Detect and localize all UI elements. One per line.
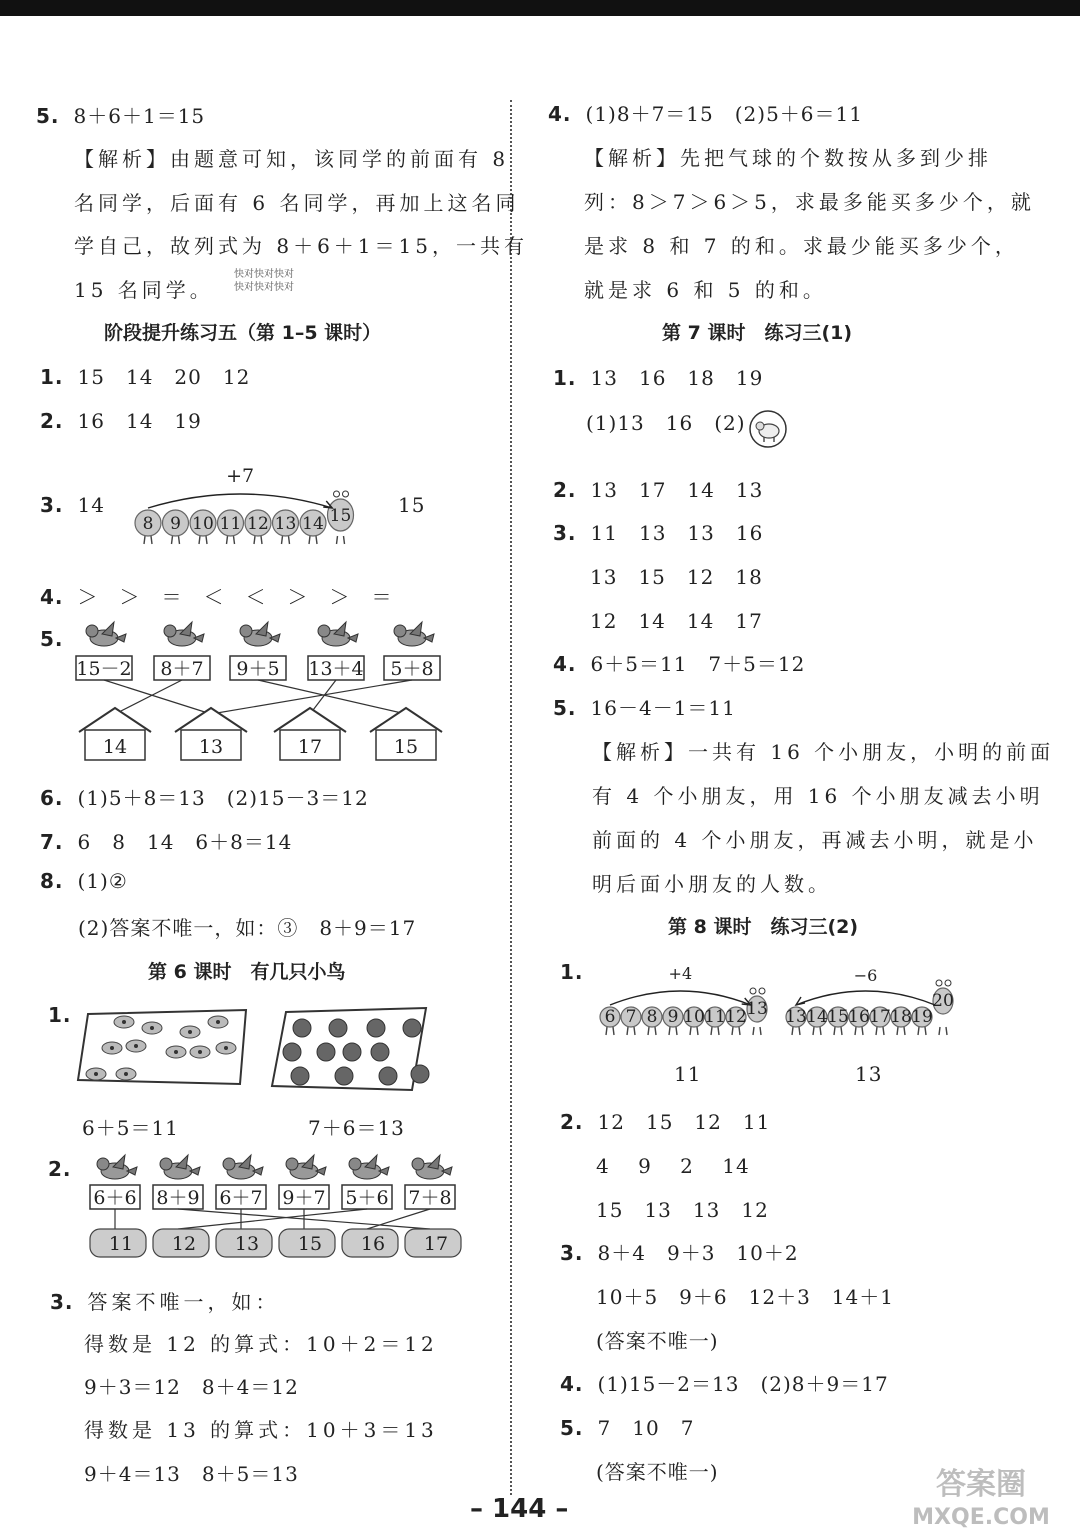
ring-label: 11 xyxy=(704,1006,726,1027)
bird-head xyxy=(318,625,330,637)
eye xyxy=(750,988,756,994)
expression-label: 9＋7 xyxy=(282,1187,326,1209)
caterpillar-leg xyxy=(282,536,283,544)
bird-wing xyxy=(334,622,346,636)
drum-label: 17 xyxy=(423,1233,449,1255)
birds-houses-figure xyxy=(70,622,450,767)
expression-label: 6＋7 xyxy=(219,1187,263,1209)
equation: 6＋5＝11 xyxy=(82,1116,179,1140)
bird-head xyxy=(394,625,406,637)
caterpillar-leg xyxy=(206,536,207,544)
bird-head xyxy=(223,1158,235,1170)
caterpillar-leg xyxy=(337,536,338,544)
stamp-text: 快对快对快对 快对快对快对 xyxy=(234,269,294,293)
column-divider xyxy=(510,100,512,1495)
answer-5: 5. 7 10 7 xyxy=(560,1416,695,1440)
section-title: 第 8 课时 练习三(2) xyxy=(668,916,859,938)
caterpillar-leg xyxy=(939,1027,940,1035)
drum-label: 15 xyxy=(297,1233,323,1255)
answer-7: 7. 6 8 14 6＋8＝14 xyxy=(40,830,293,854)
answer-line: 得数是 12 的算式：10＋2＝12 xyxy=(84,1332,438,1356)
svg-text:MXQE.COM: MXQE.COM xyxy=(912,1505,1050,1530)
svg-text:答案圈: 答案圈 xyxy=(936,1467,1026,1502)
caterpillar-leg xyxy=(739,1027,740,1035)
caterpillar-leg xyxy=(613,1027,614,1035)
caterpillar-leg xyxy=(946,1027,947,1035)
answer-2: 2. 13 17 14 13 xyxy=(553,478,764,502)
answer-1: 1. 13 16 18 19 xyxy=(553,366,764,390)
house-roof xyxy=(370,708,442,732)
answer-1-sub: (1)13 16 (2) xyxy=(586,411,746,435)
ring-label: 9 xyxy=(170,513,181,534)
eye xyxy=(334,491,340,497)
ring-label: 10 xyxy=(192,513,214,534)
answer-4: 4. ＞ ＞ ＝ ＜ ＜ ＞ ＞ ＝ xyxy=(40,585,393,609)
ring-label: 15 xyxy=(827,1006,849,1027)
answer-2: 2. 12 15 12 11 xyxy=(560,1110,771,1134)
expression-label: 8＋7 xyxy=(160,658,204,680)
answer-3-label: 3. 14 xyxy=(40,493,105,517)
arrow-arc xyxy=(796,991,935,1005)
bird-head xyxy=(286,1158,298,1170)
ring-label: 14 xyxy=(806,1006,828,1027)
house-label: 17 xyxy=(297,736,323,758)
caterpillar-leg xyxy=(883,1027,884,1035)
answer-1-label: 1. xyxy=(48,1003,72,1027)
eye xyxy=(759,988,765,994)
match-line xyxy=(178,1209,367,1229)
ring-label: 20 xyxy=(932,990,954,1011)
caterpillar-leg xyxy=(172,536,173,544)
bird-head xyxy=(240,625,252,637)
birds-drums-figure xyxy=(86,1155,466,1265)
drum-label: 12 xyxy=(171,1233,197,1255)
bird-wing xyxy=(410,622,422,636)
caterpillar-leg xyxy=(862,1027,863,1035)
caterpillar-leg xyxy=(606,1027,607,1035)
house-roof xyxy=(79,708,151,732)
butterfly-body xyxy=(224,1046,228,1050)
house-label: 15 xyxy=(393,736,419,758)
ring-label: 8 xyxy=(646,1006,658,1027)
butterfly-body xyxy=(134,1044,138,1048)
answer-row: 12 14 14 17 xyxy=(590,609,763,633)
caterpillar-leg xyxy=(676,1027,677,1035)
answer-row: 15 13 13 12 xyxy=(596,1198,769,1222)
caterpillar-leg xyxy=(753,1027,754,1035)
arrow-label: +7 xyxy=(226,465,255,487)
caterpillar-leg xyxy=(792,1027,793,1035)
arrow-label: −6 xyxy=(853,966,878,985)
match-line xyxy=(104,680,211,714)
bird-head xyxy=(412,1158,424,1170)
answer-note: (答案不唯一) xyxy=(596,1460,719,1484)
caterpillar-leg xyxy=(309,536,310,544)
answer-row: 13 15 12 18 xyxy=(590,565,763,589)
answer-line: 得数是 13 的算式：10＋3＝13 xyxy=(84,1418,438,1442)
fruit-icon xyxy=(403,1019,421,1037)
fruit-icon xyxy=(283,1043,301,1061)
butterfly-body xyxy=(94,1072,98,1076)
caterpillar-plus-figure xyxy=(590,960,790,1040)
bird-head xyxy=(349,1158,361,1170)
explanation-line: 学自己，故列式为 8＋6＋1＝15，一共有 xyxy=(74,234,528,258)
caterpillar-leg xyxy=(897,1027,898,1035)
expression-label: 5＋6 xyxy=(345,1187,389,1209)
caterpillar-leg xyxy=(760,1027,761,1035)
caterpillar-leg xyxy=(227,536,228,544)
ring-label: 13 xyxy=(785,1006,807,1027)
caterpillar-leg xyxy=(316,536,317,544)
explanation-line: 【解析】一共有 16 个小朋友，小明的前面 xyxy=(592,740,1055,764)
answer-5: 5. 8＋6＋1＝15 xyxy=(36,104,206,128)
butterfly-body xyxy=(122,1020,126,1024)
answer-5: 5. 16－4－1＝11 xyxy=(553,696,736,720)
arrow-label: +4 xyxy=(668,964,693,983)
answer-4: 4. 6＋5＝11 7＋5＝12 xyxy=(553,652,806,676)
caterpillar-leg xyxy=(634,1027,635,1035)
house-label: 13 xyxy=(198,736,224,758)
eye xyxy=(945,980,951,986)
caterpillar-leg xyxy=(234,536,235,544)
ring-label: 11 xyxy=(219,513,242,534)
answer-row: 10＋5 9＋6 12＋3 14＋1 xyxy=(596,1285,894,1309)
caterpillar-leg xyxy=(918,1027,919,1035)
answer-4: 4. (1)15－2＝13 (2)8＋9＝17 xyxy=(560,1372,889,1396)
answer-2: 2. 16 14 19 xyxy=(40,409,202,433)
top-border xyxy=(0,0,1080,16)
bird-wing xyxy=(239,1155,251,1169)
answer-note: (答案不唯一) xyxy=(596,1329,719,1353)
sheep-icon xyxy=(748,409,792,453)
expression-label: 13＋4 xyxy=(308,658,364,680)
bird-wing xyxy=(176,1155,188,1169)
expression-label: 8＋9 xyxy=(156,1187,200,1209)
bird-head xyxy=(97,1158,109,1170)
fruit-icon xyxy=(379,1067,397,1085)
ring-label: 10 xyxy=(683,1006,705,1027)
expression-label: 15－2 xyxy=(76,658,132,680)
caterpillar-leg xyxy=(718,1027,719,1035)
butterfly-body xyxy=(198,1050,202,1054)
expression-label: 6＋6 xyxy=(93,1187,137,1209)
answer-2-label: 2. xyxy=(48,1157,72,1181)
ring-label: 7 xyxy=(625,1006,637,1027)
bird-wing xyxy=(256,622,268,636)
caterpillar-leg xyxy=(834,1027,835,1035)
caterpillar-leg xyxy=(876,1027,877,1035)
caterpillar-leg xyxy=(925,1027,926,1035)
answer-row: 4 9 2 14 xyxy=(596,1154,750,1178)
caterpillar-leg xyxy=(655,1027,656,1035)
ring-label: 12 xyxy=(725,1006,747,1027)
explanation-line: 【解析】先把气球的个数按从多到少排 xyxy=(584,146,992,170)
caterpillar-figure xyxy=(120,455,380,555)
butterfly-body xyxy=(174,1050,178,1054)
caterpillar-leg xyxy=(711,1027,712,1035)
caterpillar-leg xyxy=(289,536,290,544)
arrow-arc xyxy=(148,494,332,508)
answer-3: 3. 答案不唯一，如： xyxy=(50,1290,280,1314)
ring-label: 18 xyxy=(890,1006,912,1027)
fruit-icon xyxy=(343,1043,361,1061)
ring-label: 14 xyxy=(302,513,324,534)
fruit-icon xyxy=(367,1019,385,1037)
caterpillar-leg xyxy=(904,1027,905,1035)
section-title: 第 7 课时 练习三(1) xyxy=(662,322,853,344)
caterpillar-leg xyxy=(690,1027,691,1035)
explanation-line: 名同学，后面有 6 名同学，再加上这名同 xyxy=(74,191,520,215)
answer-line: 9＋3＝12 8＋4＝12 xyxy=(84,1375,299,1399)
bird-head xyxy=(160,1158,172,1170)
bird-head xyxy=(164,625,176,637)
answer-1: 1. 15 14 20 12 xyxy=(40,365,251,389)
answer-3: 3. 8＋4 9＋3 10＋2 xyxy=(560,1241,799,1265)
ring-label: 9 xyxy=(667,1006,679,1027)
eye xyxy=(343,491,349,497)
answer-value: 13 xyxy=(855,1062,883,1086)
caterpillar-leg xyxy=(732,1027,733,1035)
match-line xyxy=(115,680,182,714)
answer-5-label: 5. xyxy=(40,627,64,651)
caterpillar-minus-figure xyxy=(776,960,986,1040)
ring-label: 17 xyxy=(869,1006,891,1027)
fruit-icon xyxy=(291,1067,309,1085)
answer-1-label: 1. xyxy=(560,960,584,984)
explanation-line: 【解析】由题意可知，该同学的前面有 8 xyxy=(74,147,510,171)
caterpillar-leg xyxy=(179,536,180,544)
caterpillar-leg xyxy=(820,1027,821,1035)
bird-wing xyxy=(428,1155,440,1169)
sets-figure xyxy=(76,1006,446,1096)
answer-8-2: (2)答案不唯一，如：③ 8＋9＝17 xyxy=(78,916,417,940)
fruit-icon xyxy=(411,1065,429,1083)
answer-3-right: 15 xyxy=(398,493,426,517)
ring-label: 6 xyxy=(604,1006,616,1027)
drum-label: 11 xyxy=(108,1233,134,1255)
butterfly-body xyxy=(110,1046,114,1050)
explanation-line: 明后面小朋友的人数。 xyxy=(592,872,832,896)
caterpillar-leg xyxy=(799,1027,800,1035)
caterpillar-leg xyxy=(199,536,200,544)
caterpillar-leg xyxy=(648,1027,649,1035)
explanation-line: 是求 8 和 7 的和。求最少能买多少个， xyxy=(584,234,1019,258)
arrow-arc xyxy=(610,991,751,1005)
fruit-icon xyxy=(317,1043,335,1061)
caterpillar-leg xyxy=(344,536,345,544)
butterfly-body xyxy=(188,1030,192,1034)
ring-label: 13 xyxy=(746,998,768,1019)
caterpillar-leg xyxy=(627,1027,628,1035)
house-roof xyxy=(175,708,247,732)
equation: 7＋6＝13 xyxy=(308,1116,405,1140)
drum-label: 16 xyxy=(360,1233,386,1255)
ring-label: 19 xyxy=(911,1006,933,1027)
explanation-line: 15 名同学。 xyxy=(74,278,214,302)
butterfly-body xyxy=(150,1026,154,1030)
answer-value: 11 xyxy=(674,1062,702,1086)
caterpillar-leg xyxy=(254,536,255,544)
expression-label: 5＋8 xyxy=(390,658,434,680)
fruit-icon xyxy=(293,1019,311,1037)
explanation-line: 就是求 6 和 5 的和。 xyxy=(584,278,827,302)
ring-label: 13 xyxy=(274,513,297,534)
ring-label: 8 xyxy=(142,513,154,534)
explanation-line: 前面的 4 个小朋友，再减去小明，就是小 xyxy=(592,828,1038,852)
ring-label: 16 xyxy=(848,1006,870,1027)
drum-label: 13 xyxy=(234,1233,260,1255)
caterpillar-leg xyxy=(261,536,262,544)
caterpillar-leg xyxy=(144,536,145,544)
caterpillar-leg xyxy=(697,1027,698,1035)
answer-3: 3. 11 13 13 16 xyxy=(553,521,764,545)
answer-line: 9＋4＝13 8＋5＝13 xyxy=(84,1462,299,1486)
caterpillar-leg xyxy=(841,1027,842,1035)
caterpillar-leg xyxy=(813,1027,814,1035)
caterpillar-leg xyxy=(151,536,152,544)
fruit-icon xyxy=(335,1067,353,1085)
ring-label: 15 xyxy=(329,505,352,526)
bird-head xyxy=(86,625,98,637)
caterpillar-leg xyxy=(855,1027,856,1035)
bird-wing xyxy=(180,622,192,636)
answer-4: 4. (1)8＋7＝15 (2)5＋6＝11 xyxy=(548,102,863,126)
answer-8: 8. (1)② xyxy=(40,869,128,893)
explanation-line: 有 4 个小朋友，用 16 个小朋友减去小明 xyxy=(592,784,1044,808)
butterfly-body xyxy=(124,1072,128,1076)
bird-wing xyxy=(113,1155,125,1169)
eye xyxy=(936,980,942,986)
watermark-logo xyxy=(896,1460,1066,1530)
ring-label: 12 xyxy=(247,513,269,534)
arrow-head xyxy=(796,997,805,1005)
answer-6: 6. (1)5＋8＝13 (2)15－3＝12 xyxy=(40,786,369,810)
expression-label: 9＋5 xyxy=(236,658,280,680)
expression-label: 7＋8 xyxy=(408,1187,452,1209)
explanation-line: 列：8＞7＞6＞5，求最多能买多少个，就 xyxy=(584,190,1035,214)
bird-wing xyxy=(365,1155,377,1169)
bird-wing xyxy=(102,622,114,636)
page-number: – 144 – xyxy=(470,1494,569,1524)
section-title: 第 6 课时 有几只小鸟 xyxy=(148,961,346,983)
bird-wing xyxy=(302,1155,314,1169)
caterpillar-leg xyxy=(669,1027,670,1035)
house-roof xyxy=(274,708,346,732)
fruit-icon xyxy=(329,1019,347,1037)
fruit-icon xyxy=(371,1043,389,1061)
house-label: 14 xyxy=(102,736,128,758)
butterfly-body xyxy=(216,1020,220,1024)
section-title: 阶段提升练习五（第 1–5 课时） xyxy=(104,322,382,344)
